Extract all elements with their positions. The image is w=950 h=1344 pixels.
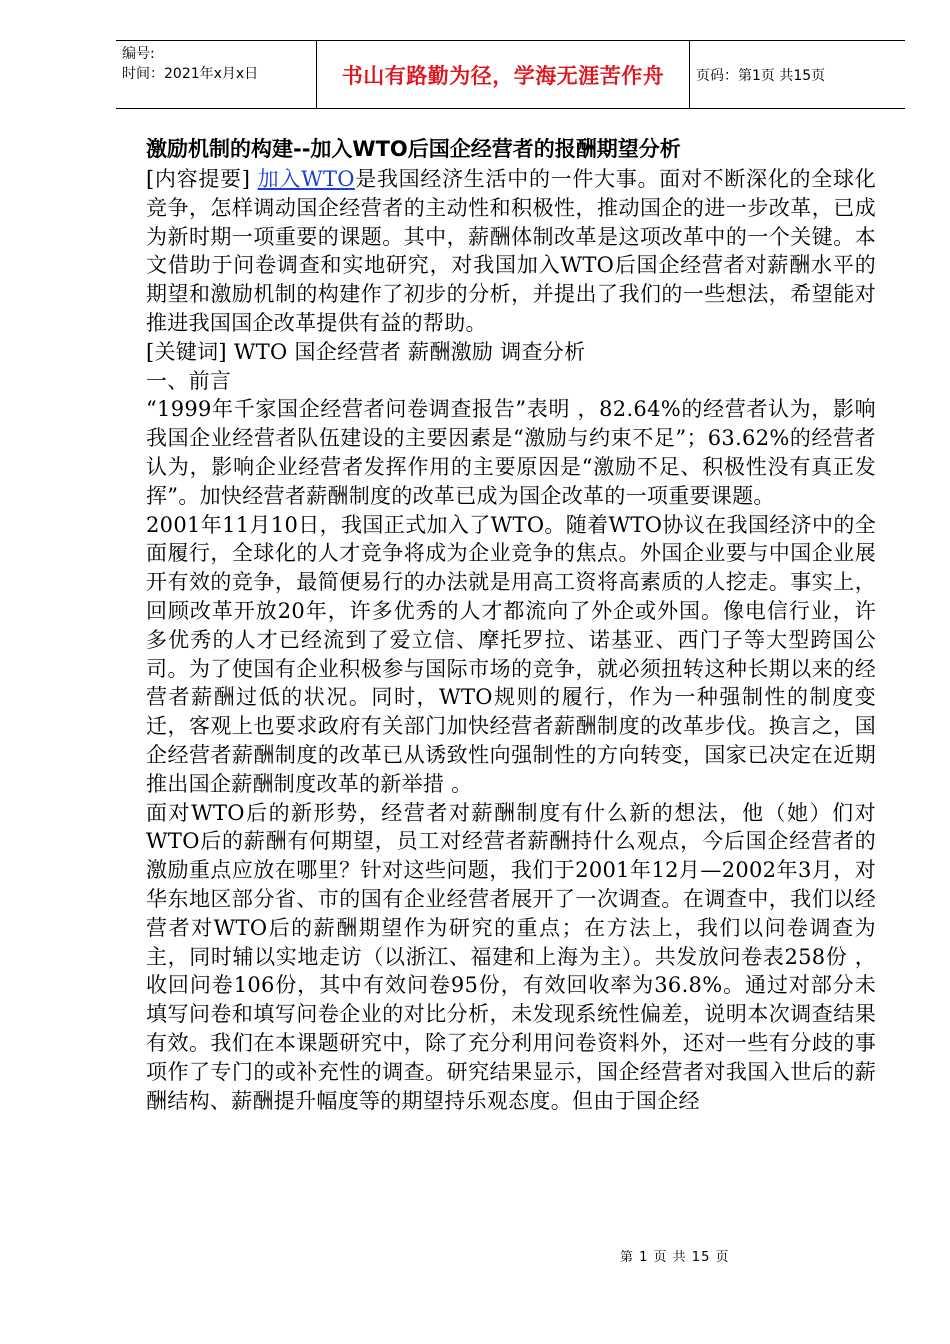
- abstract-prefix: [内容提要]: [146, 167, 251, 191]
- section-heading: 一、前言: [146, 368, 232, 393]
- header-page-info-cell: [690, 41, 905, 108]
- abstract-paragraph: [146, 165, 876, 338]
- body-paragraph-3: 面对WTO后的新形势，经营者对薪酬制度有什么新的想法，他（她）们对WTO后的薪酬有何期望，员工对经营者薪酬持什么观点，今后国企经营者的激励重点应放在哪里？针对这些问题，我们于2001年12月—2002年3月，对华东地区部分省、市的国有企业经营者展开了一次调查。在调查中，我们以经营者对WTO后的薪酬期望作为研究的重点；在方法上，我们以问卷调查为主，同时辅以实地走访（以浙江、福建和上海为主）。共发放问卷表258份 ，收回问卷106份，其中有效问卷95份，有效回收率为36.8%。通过对部分未填写问卷和填写问卷企业的对比分析，未发现系统性偏差，说明本次调查结果有效。我们在本课题研究中，除了充分利用问卷资料外，还对一些有分歧的事项作了专门的或补充性的调查。研究结果显示，国企经营者对我国入世后的薪酬结构、薪酬提升幅度等的期望持乐观态度。但由于国企经: [146, 800, 876, 1113]
- abstract-text: 是我国经济生活中的一件大事。面对不断深化的全球化竞争，怎样调动国企经营者的主动性和积极性，推动国企的进一步改革，已成为新时期一项重要的课题。其中，薪酬体制改革是这项改革中的一个关键。本文借助于问卷调查和实地研究，对我国加入WTO后国企经营者对薪酬水平的期望和激励机制的构建作了初步的分析，并提出了我们的一些想法，希望能对推进我国国企改革提供有益的帮助。: [146, 167, 876, 335]
- keywords-line: [关键词] WTO 国企经营者 薪酬激励 调查分析: [146, 339, 586, 364]
- header-meta: [116, 41, 317, 108]
- doc-number-label: 编号:: [122, 46, 155, 62]
- page-header: [116, 40, 905, 109]
- document-body: [146, 133, 876, 1115]
- header-motto-cell: [317, 41, 690, 108]
- header-motto: 书山有路勤为径，学海无涯苦作舟: [341, 63, 665, 88]
- document-title: 激励机制的构建--加入WTO后国企经营者的报酬期望分析: [146, 137, 681, 161]
- body-paragraph-2: 2001年11月10日，我国正式加入了WTO。随着WTO协议在我国经济中的全面履行，全球化的人才竞争将成为企业竞争的焦点。外国企业要与中国企业展开有效的竞争，最简便易行的办法就是用高工资将高素质的人挖走。事实上，回顾改革开放20年，许多优秀的人才都流向了外企或外国。像电信行业，许多优秀的人才已经流到了爱立信、摩托罗拉、诺基亚、西门子等大型跨国公司。为了使国有企业积极参与国际市场的竞争，就必须扭转这种长期以来的经营者薪酬过低的状况。同时，WTO规则的履行，作为一种强制性的制度变迁，客观上也要求政府有关部门加快经营者薪酬制度的改革步伐。换言之，国企经营者薪酬制度的改革已从诱致性向强制性的方向转变，国家已决定在近期推出国企薪酬制度改革的新举措 。: [146, 512, 876, 796]
- abstract-link-wto[interactable]: 加入WTO: [257, 167, 355, 191]
- page-footer: 第 1 页 共 15 页: [620, 1250, 730, 1265]
- body-paragraph-1: “1999年千家国企经营者问卷调查报告”表明 ，82.64%的经营者认为，影响我国企业经营者队伍建设的主要因素是“激励与约束不足”；63.62%的经营者认为，影响企业经营者发挥作用的主要原因是“激励不足、积极性没有真正发挥”。加快经营者薪酬制度的改革已成为国企改革的一项重要课题。: [146, 397, 876, 508]
- header-page-info: 页码：第1页 共15页: [696, 67, 826, 84]
- doc-time-label: 时间：2021年x月x日: [122, 66, 259, 82]
